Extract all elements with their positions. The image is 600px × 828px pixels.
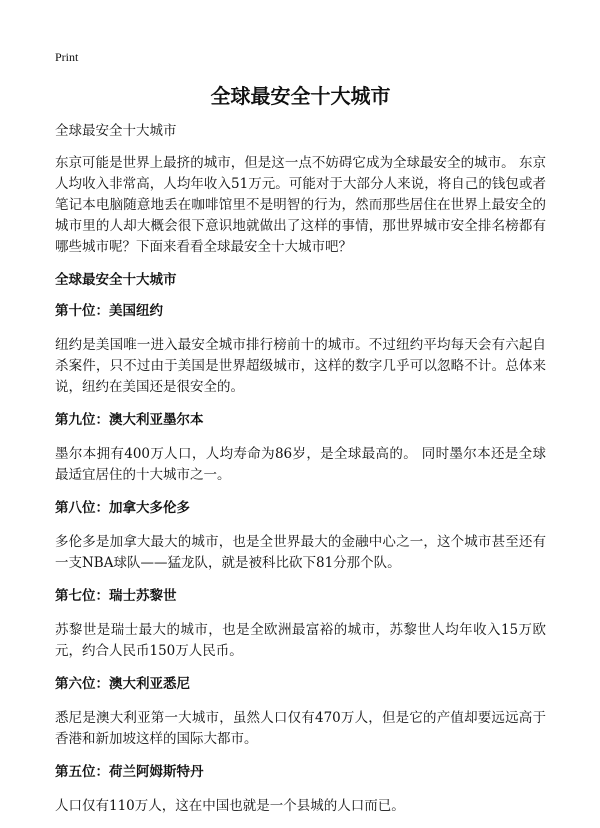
rank-heading-5: 第五位：荷兰阿姆斯特丹 xyxy=(55,764,204,780)
rank-text-9: 墨尔本拥有400万人口，人均寿命为86岁，是全球最高的。 同时墨尔本还是全球最适宜居住的十大城市之一。 xyxy=(55,446,546,483)
rank-heading-9: 第九位：澳大利亚墨尔本 xyxy=(55,412,204,428)
rank-text-5: 人口仅有110万人，这在中国也就是一个县城的人口而已。 xyxy=(55,798,405,814)
article-subtitle: 全球最安全十大城市 xyxy=(55,123,177,139)
rank-text-6: 悉尼是澳大利亚第一大城市，虽然人口仅有470万人，但是它的产值却要远远高于香港和新加坡这样的国际大都市。 xyxy=(55,710,546,747)
rank-text-8: 多伦多是加拿大最大的城市，也是全世界最大的金融中心之一，这个城市甚至还有一支NBA球队——猛龙队，就是被科比砍下81分那个队。 xyxy=(55,534,546,571)
rank-heading-7: 第七位：瑞士苏黎世 xyxy=(55,588,177,604)
rank-heading-8: 第八位：加拿大多伦多 xyxy=(55,500,190,516)
rank-heading-6: 第六位：澳大利亚悉尼 xyxy=(55,676,190,692)
rank-heading-10: 第十位：美国纽约 xyxy=(55,303,163,319)
print-link[interactable]: Print xyxy=(55,50,79,64)
intro-paragraph: 东京可能是世界上最挤的城市，但是这一点不妨碍它成为全球最安全的城市。 东京人均收入非常高，人均年收入51万元。可能对于大部分人来说，将自己的钱包或者笔记本电脑随意地丢在咖啡馆里不是明智的行为，然而那些居住在世界上最安全的城市里的人却大概会很下意识地就做出了这样的事情，那世界城市安全排名榜都有哪些城市呢？下面来看看全球最安全十大城市吧？ xyxy=(55,155,546,255)
rank-text-10: 纽约是美国唯一进入最安全城市排行榜前十的城市。不过纽约平均每天会有六起自杀案件，只不过由于美国是世界超级城市，这样的数字几乎可以忽略不计。总体来说，纽约在美国还是很安全的。 xyxy=(55,337,546,395)
section-heading: 全球最安全十大城市 xyxy=(55,272,177,288)
page-title: 全球最安全十大城市 xyxy=(210,84,391,108)
rank-text-7: 苏黎世是瑞士最大的城市，也是全欧洲最富裕的城市，苏黎世人均年收入15万欧元，约合人民币150万人民币。 xyxy=(55,622,546,659)
